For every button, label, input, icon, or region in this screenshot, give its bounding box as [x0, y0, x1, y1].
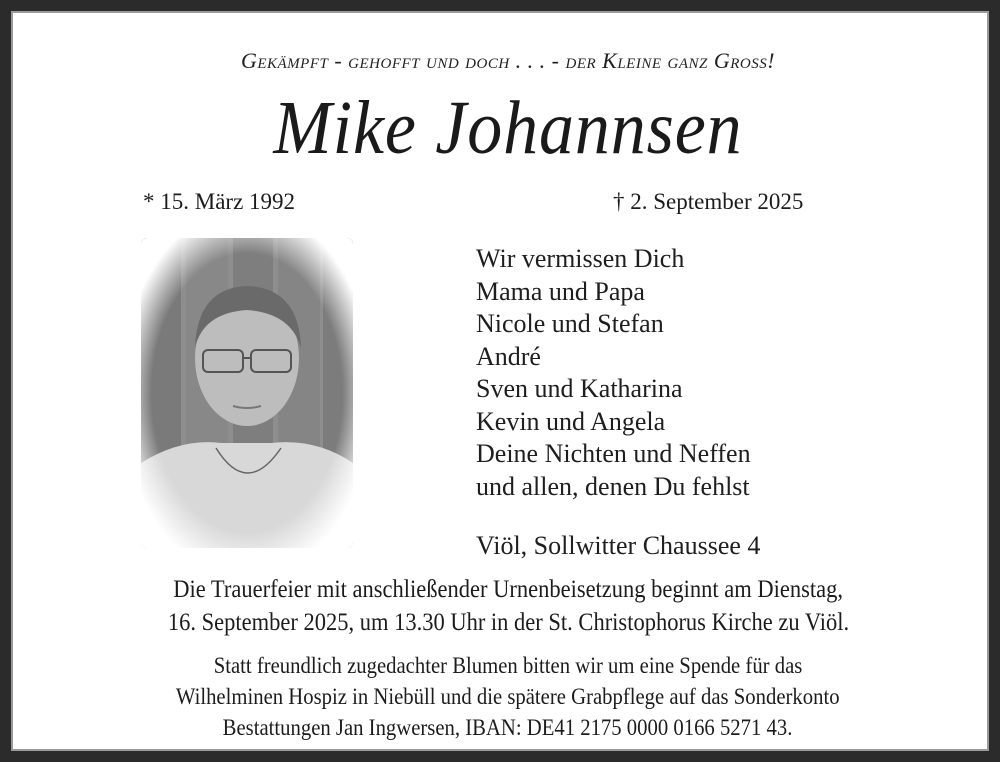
mourner-line: Wir vermissen Dich [476, 244, 685, 273]
mourner-line: André [476, 341, 541, 371]
mourners-list [476, 243, 751, 503]
donation-line: Statt freundlich zugedachter Blumen bitten wir um eine Spende für das [213, 653, 803, 678]
notice-border [5, 5, 995, 757]
death-date: † 2. September 2025 [613, 189, 804, 214]
mourner-line: Mama und Papa [476, 276, 645, 306]
donation-line: Bestattungen Jan Ingwersen, IBAN: DE41 2175 0000 0166 5271 43. [223, 715, 793, 740]
service-line: Die Trauerfeier mit anschließender Urnenbeisetzung beginnt am Dienstag, [173, 576, 843, 603]
mourner-line: Deine Nichten und Neffen [476, 439, 751, 468]
mourner-line: Kevin und Angela [476, 406, 666, 436]
deceased-name: Mike Johannsen [273, 86, 743, 170]
donation-line: Wilhelminen Hospiz in Niebüll und die spätere Grabpflege auf das Sonderkonto [176, 684, 840, 709]
funeral-service-info [13, 573, 1000, 639]
family-address: Viöl, Sollwitter Chaussee 4 [476, 531, 761, 560]
mourner-line: Nicole und Stefan [476, 309, 664, 338]
portrait-photo [141, 238, 353, 548]
birth-date: * 15. März 1992 [143, 189, 296, 214]
portrait-image [141, 238, 353, 548]
mourner-line: Sven und Katharina [476, 374, 683, 403]
service-line: 16. September 2025, um 13.30 Uhr in der St. Christophorus Kirche zu Viöl. [167, 609, 849, 636]
obituary-notice [13, 13, 987, 749]
donation-info [13, 650, 1000, 743]
mourner-line: und allen, denen Du fehlst [476, 471, 750, 501]
motto: Gekämpft - gehofft und doch . . . - der Kleine ganz Gross! [240, 48, 776, 73]
